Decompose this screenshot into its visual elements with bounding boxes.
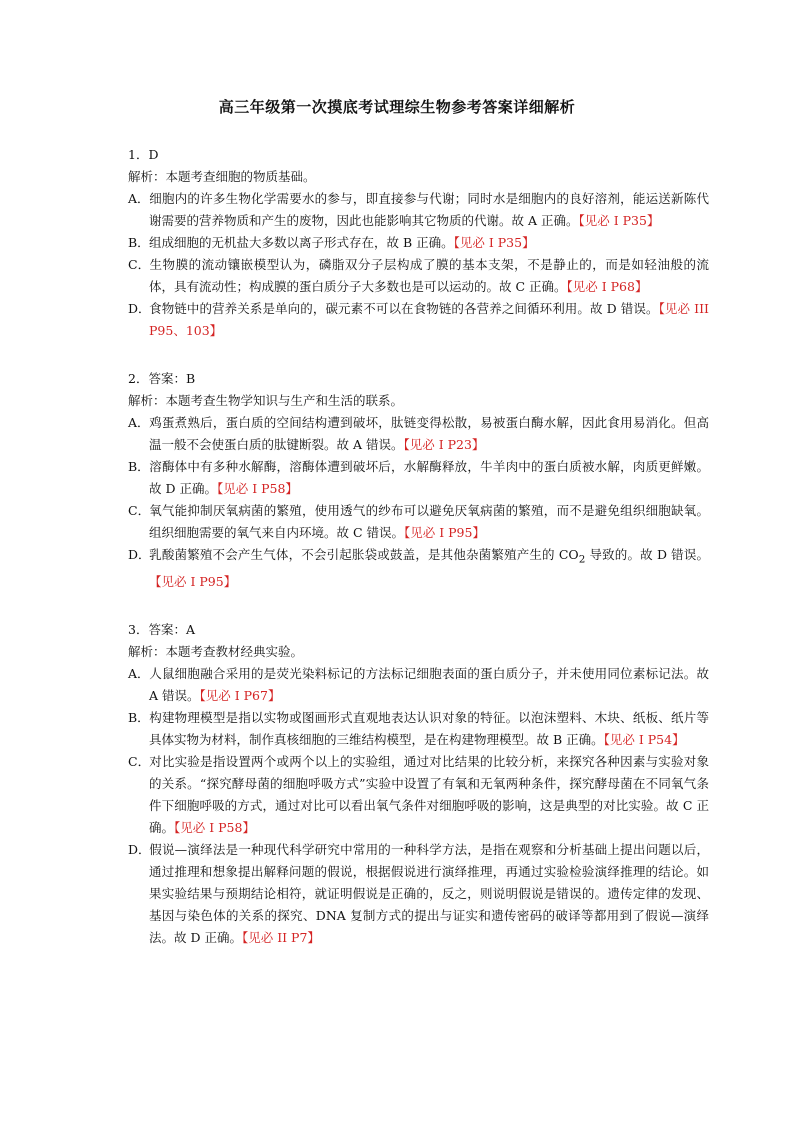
question-answer: 2．答案：B	[128, 371, 196, 386]
question-analysis: 解析：本题考查细胞的物质基础。	[128, 169, 316, 184]
option-text: 鸡蛋煮熟后，蛋白质的空间结构遭到破坏，肽链变得松散，易被蛋白酶水解，因此食用易消化。但高温一般不会使蛋白质的肽键断裂。故 A 错误。	[149, 415, 709, 452]
textbook-reference: 【见必 I P58】	[174, 819, 255, 835]
textbook-reference: 【见必 I P54】	[603, 731, 685, 747]
co2-subscript: 2	[578, 553, 586, 566]
question-2	[0, 368, 794, 593]
option-letter: D．	[128, 547, 151, 562]
option-a	[128, 663, 709, 707]
option-text: 对比实验是指设置两个或两个以上的实验组，通过对比结果的比较分析，来探究各种因素与实验对象的关系。“探究酵母菌的细胞呼吸方式”实验中设置了有氧和无氧两种条件，探究酵母菌在不同氧气条件下细胞呼吸的方式，通过对比可以看出氧气条件对细胞呼吸的影响，这是典型的对比实验。故 C 正确。	[149, 753, 709, 835]
question-analysis: 解析：本题考查生物学知识与生产和生活的联系。	[128, 393, 404, 408]
textbook-reference: 【见必 II P7】	[241, 929, 320, 945]
option-text: 构建物理模型是指以实物或图画形式直观地表达认识对象的特征。以泡沫塑料、木块、纸板、纸片等具体实物为材料，制作真核细胞的三维结构模型，是在构建物理模型。故 B 正确。	[149, 709, 709, 747]
option-d	[128, 544, 709, 593]
question-3	[0, 619, 794, 949]
option-c	[128, 751, 709, 839]
option-letter: A．	[128, 191, 150, 206]
option-text: 细胞内的许多生物化学需要水的参与，即直接参与代谢；同时水是细胞内的良好溶剂，能运送新陈代谢需要的营养物质和产生的废物，因此也能影响其它物质的代谢。故 A 正确。	[149, 191, 709, 228]
option-b	[128, 232, 709, 254]
option-text: 生物膜的流动镶嵌模型认为，磷脂双分子层构成了膜的基本支架，不是静止的，而是如轻油般的流体，具有流动性；构成膜的蛋白质分子大多数也是可以运动的。故 C 正确。	[149, 257, 709, 294]
option-text: 氧气能抑制厌氧病菌的繁殖，使用透气的纱布可以避免厌氧病菌的繁殖，而不是避免组织细胞缺氧。组织细胞需要的氧气来自内环境。故 C 错误。	[149, 503, 709, 540]
option-text: 假说—演绎法是一种现代科学研究中常用的一种科学方法，是指在观察和分析基础上提出问题以后，通过推理和想象提出解释问题的假说，根据假说进行演绎推理，再通过实验检验演绎推理的结论。如果实验结果与预期结论相符，就证明假说是正确的，反之，则说明假说是错误的。遗传定律的发现、基因与染色体的关系的探究、DNA 复制方式的提出与证实和遗传密码的破译等都用到了假说—演绎法。故 D 正确。	[149, 841, 709, 945]
option-c	[128, 254, 709, 298]
option-letter: D．	[128, 841, 151, 857]
option-d	[128, 839, 709, 949]
option-letter: B．	[128, 235, 150, 250]
option-b	[128, 456, 709, 500]
option-text-continued: 导致的。故 D 错误。	[585, 547, 709, 562]
question-analysis: 解析：本题考查教材经典实验。	[128, 643, 304, 659]
option-text: 乳酸菌繁殖不会产生气体，不会引起胀袋或鼓盖，是其他杂菌繁殖产生的 CO	[149, 547, 579, 562]
option-letter: C．	[128, 503, 151, 518]
textbook-reference: 【见必 III P95、103】	[149, 301, 709, 338]
option-a	[128, 412, 709, 456]
option-letter: D．	[128, 301, 151, 316]
option-letter: C．	[128, 257, 151, 272]
textbook-reference: 【见必 I P95】	[149, 573, 237, 589]
textbook-reference: 【见必 I P95】	[404, 525, 485, 540]
option-text: 组成细胞的无机盐大多数以离子形式存在，故 B 正确。	[149, 235, 454, 250]
option-letter: B．	[128, 459, 150, 474]
option-text: 人鼠细胞融合采用的是荧光染料标记的方法标记细胞表面的蛋白质分子，并未使用同位素标记法。故 A 错误。	[149, 665, 709, 703]
option-letter: C．	[128, 753, 151, 769]
textbook-reference: 【见必 I P58】	[216, 481, 298, 496]
option-d	[128, 298, 709, 342]
option-b	[128, 707, 709, 751]
page-title: 高三年级第一次摸底考试理综生物参考答案详细解析	[218, 98, 576, 116]
option-text: 溶酶体中有多种水解酶，溶酶体遭到破坏后，水解酶释放，牛羊肉中的蛋白质被水解，肉质更鲜嫩。故 D 正确。	[149, 459, 709, 496]
question-answer: 3．答案：A	[128, 621, 195, 637]
textbook-reference: 【见必 I P35】	[578, 213, 660, 228]
option-a	[128, 188, 709, 232]
option-letter: B．	[128, 709, 150, 725]
option-c	[128, 500, 709, 544]
option-text: 食物链中的营养关系是单向的，碳元素不可以在食物链的各营养之间循环利用。故 D 错误。	[149, 301, 659, 316]
textbook-reference: 【见必 I P23】	[403, 437, 485, 452]
question-answer: 1．D	[128, 147, 159, 162]
textbook-reference: 【见必 I P67】	[199, 687, 281, 703]
textbook-reference: 【见必 I P68】	[566, 279, 648, 294]
option-letter: A．	[128, 415, 150, 430]
textbook-reference: 【见必 I P35】	[453, 235, 535, 250]
question-1	[0, 144, 794, 342]
option-letter: A．	[128, 665, 150, 681]
